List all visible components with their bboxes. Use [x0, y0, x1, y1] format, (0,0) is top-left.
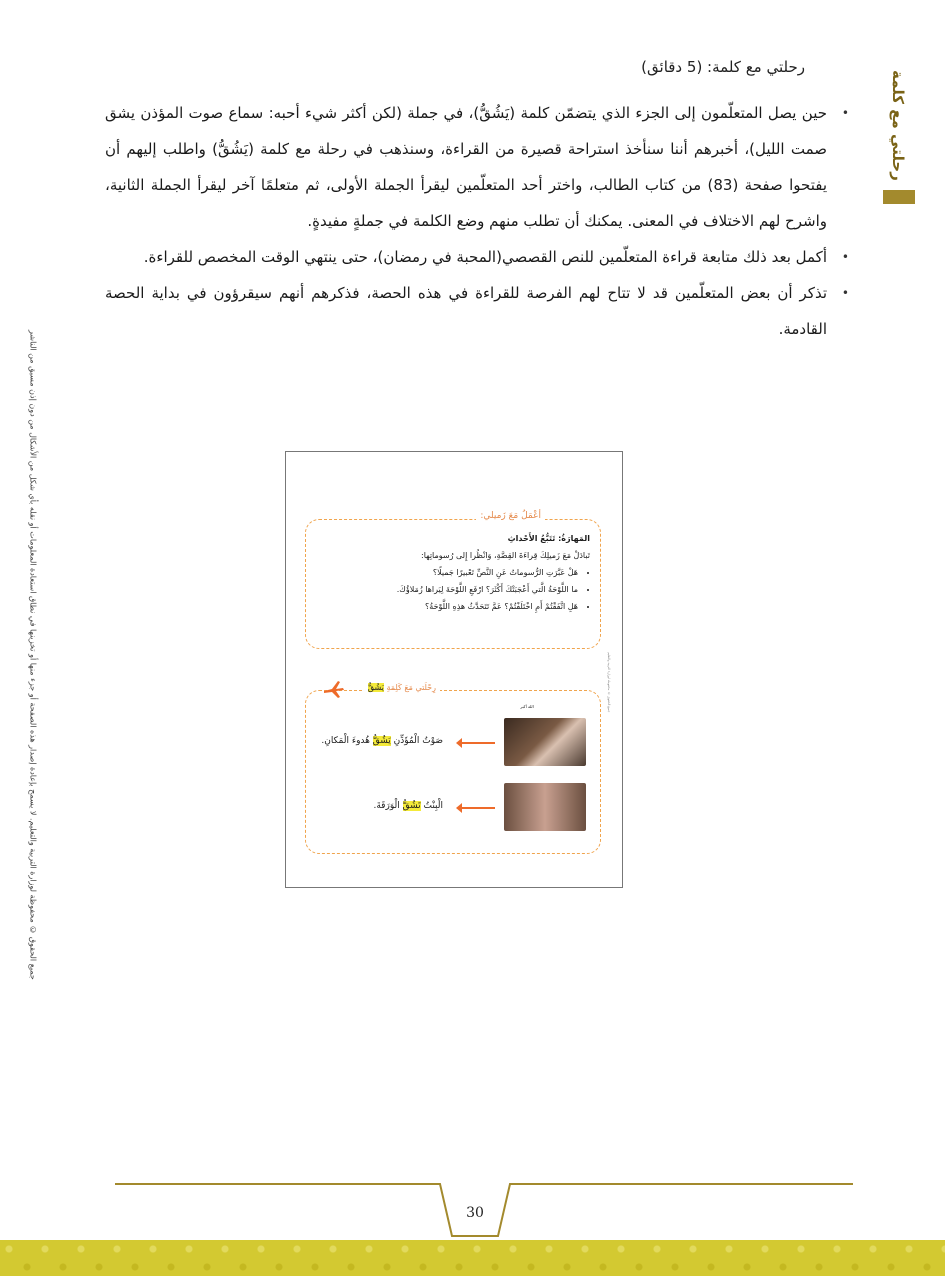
airplane-icon	[322, 677, 346, 701]
pair-work-box	[305, 511, 601, 649]
page-number: 30	[466, 1205, 484, 1221]
arrow-left-icon	[461, 807, 495, 809]
question-item: • هَلْ عَبَّرَتِ الرُّسوماتُ عَنِ النَّصِّ تَعْبيرًا جَميلًا؟	[316, 564, 578, 581]
word-journey-title	[364, 683, 440, 692]
pair-work-title: أعْمَلُ مَعَ زَميلي:	[476, 511, 545, 521]
sentence-part: صَوْتُ الْمُؤَذِّنِ	[390, 736, 443, 746]
word-journey-title-word: يَشُقُّ	[367, 683, 384, 692]
muezzin-photo	[504, 718, 586, 766]
list-item: • حين يصل المتعلّمون إلى الجزء الذي يتضمّن كلمة (يَشُقُّ)، في جملة (لكن أكثر شيء أحبه: سماع صوت المؤذن يشق صمت الليل)، أخبرهم أننا سنأخذ استراحة قصيرة من القراءة، وسنذهب في رحلة مع كلمة (يَشُقُّ) واطلب إليهم أن يفتحوا صفحة (83) من كتاب الطالب، واختر أحد المتعلّمين ليقرأ الجملة الأولى، ثم متعلمًا آخر ليقرأ الجملة الثانية، واشرح لهم الاختلاف في المعنى. يمكنك أن تطلب منهم وضع الكلمة في جملةٍ مفيدةٍ.	[105, 95, 827, 239]
highlighted-word: تَشُقُّ	[402, 801, 421, 811]
tearing-paper-photo	[504, 783, 586, 831]
example-sentence-1	[321, 736, 443, 746]
word-journey-box	[305, 683, 601, 854]
highlighted-word: يَشُقُّ	[372, 736, 391, 746]
instruction-list	[105, 95, 827, 347]
list-item: • أكمل بعد ذلك متابعة قراءة المتعلّمين للنص القصصي(المحبة في رمضان)، حتى ينتهي الوقت المخصص للقراءة.	[105, 239, 827, 275]
question-item: • ما اللَّوْحَةُ الَّتي أَعْجَبَتْكَ أَكْثَرَ؟ ارْفَعِ اللَّوْحَةَ لِيَراها زُمَلاؤُكَ.	[316, 581, 578, 598]
question-item: • هَلِ اتَّفَقْتُمْ أَمِ اخْتَلَفْتُمْ؟ عَمَّ تَتَحَدَّثُ هذِهِ اللَّوْحَةُ؟	[316, 598, 578, 615]
sentence-part: الْوَرَقَةَ.	[373, 801, 403, 811]
side-tab-marker	[883, 190, 915, 204]
inset-copyright-text: جميع الحقوق © محفوظة لوزارة التربية والتعليم	[607, 651, 611, 713]
pair-work-instruction: تَبادَلْ مَعَ زَميلِكَ قِراءَةَ القِصَّةِ، وَانْظُرا إِلى رُسوماتِها:	[421, 551, 590, 560]
sentence-part: الْبِنْتُ	[420, 801, 443, 811]
speech-bubble: الله أكبر	[516, 699, 538, 715]
example-sentence-2	[373, 801, 443, 811]
side-tab-label: رحلتي مع كلمة	[889, 69, 907, 181]
copyright-notice	[5, 300, 61, 1010]
side-tab	[881, 70, 915, 180]
footer-rule-left	[115, 1183, 440, 1185]
inset-copyright	[604, 552, 614, 812]
arrow-left-icon	[461, 742, 495, 744]
copyright-text: جميع الحقوق © محفوظة لوزارة التربية والتعليم. لا يسمح بإعادة إصدار هذه الصفحة أو جزء منها أو تخزينها في نطاق استعادة المعلومات أو نقله بأي شكل من الأشكال من دون إذن مسبق من الناشر	[28, 330, 38, 980]
student-book-page-inset	[285, 451, 623, 888]
skill-label: المَهارَةُ: تَتَبُّعُ الأَحْداثِ	[507, 534, 590, 543]
list-item: • تذكر أن بعض المتعلّمين قد لا تتاح لهم الفرصة للقراءة في هذه الحصة، فذكرهم أنهم سيقرؤون في بداية الحصة القادمة.	[105, 275, 827, 347]
footer-rule-right	[510, 1183, 853, 1185]
question-list	[316, 564, 590, 615]
sentence-part: هُدوءَ الْمَكانِ.	[321, 736, 373, 746]
word-journey-title-prefix: رِحْلَتي مَعَ كَلِمَةِ	[386, 683, 436, 692]
section-heading: رحلتي مع كلمة: (5 دقائق)	[641, 58, 805, 76]
decorative-footer-pattern	[0, 1240, 945, 1276]
